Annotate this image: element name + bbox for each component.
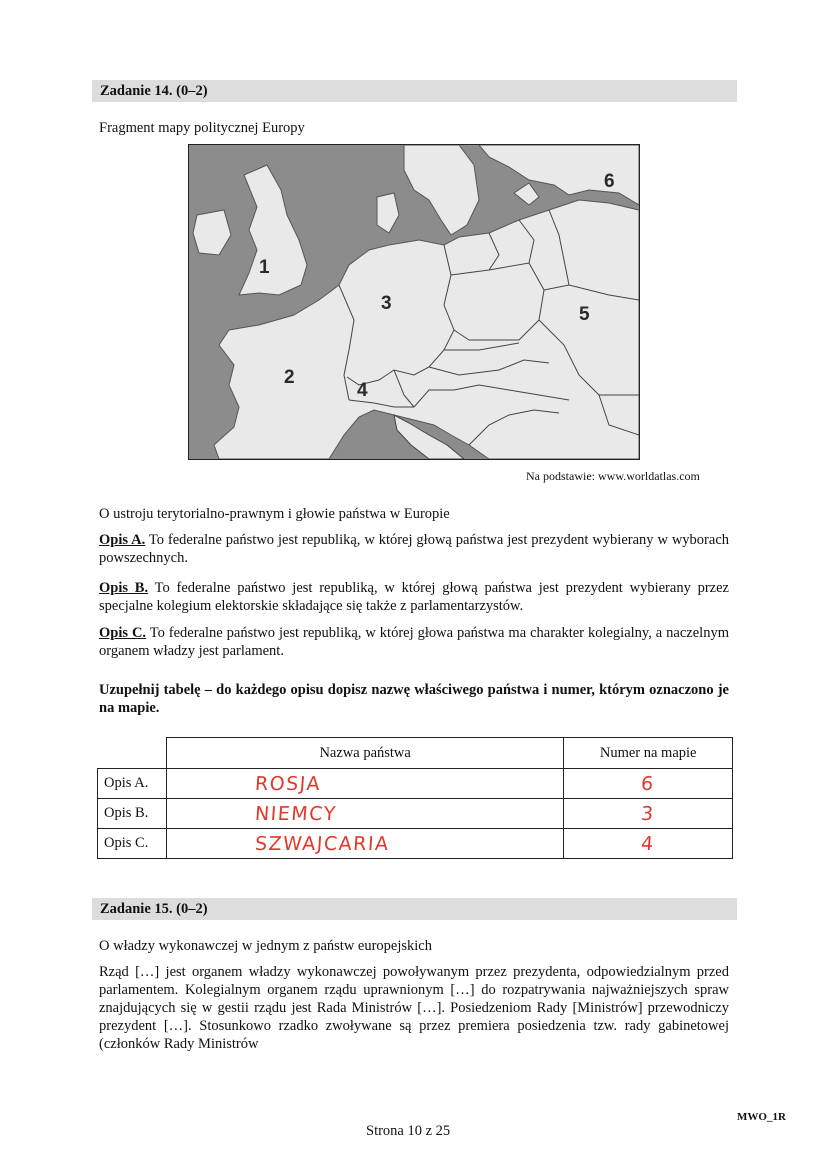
table-row	[98, 769, 733, 799]
map-number-1: 1	[259, 257, 270, 278]
map-number-2: 2	[284, 367, 295, 388]
task-14-instruction: Uzupełnij tabelę – do każdego opisu dopisz nazwę właściwego państwa i numer, którym oznaczono je na mapie.	[99, 682, 729, 716]
header-map-number: Numer na mapie	[564, 738, 733, 769]
answer-table	[97, 737, 733, 859]
opis-c-label: Opis C.	[99, 625, 147, 641]
country-name-cell[interactable]	[166, 799, 563, 829]
map-number-5: 5	[579, 304, 590, 325]
map-number-3: 3	[381, 293, 392, 314]
page-number: Strona 10 z 25	[366, 1123, 451, 1139]
row-label: Opis C.	[98, 829, 167, 859]
header-country-name: Nazwa państwa	[166, 738, 563, 769]
opis-c-text: To federalne państwo jest republiką, w której głowa państwa ma charakter kolegialny, a naczelnym organem władzy jest parlament.	[99, 625, 729, 659]
table-header-row	[98, 738, 733, 769]
task-15-header: Zadanie 15. (0–2)	[92, 898, 737, 920]
handwritten-map-number: 3	[640, 802, 656, 825]
handwritten-map-number: 6	[640, 772, 656, 795]
handwritten-country-name: SZWAJCARIA	[254, 832, 391, 855]
row-label: Opis A.	[98, 769, 167, 799]
handwritten-map-number: 4	[640, 832, 656, 855]
opis-c	[99, 624, 729, 660]
opis-a-label: Opis A.	[99, 532, 146, 548]
task-15-text: Rząd […] jest organem władzy wykonawczej powoływanym przez prezydenta, odpowiedzialnym przed parlamentem. Kolegialnym organem rządu uprawnionym […] do rozpatrywania najważniejszych spraw znajdujących się w gestii rządu jest Rada Ministrów […]. Posiedzeniom Rady [Ministrów] przewodniczy prezydent […]. Stosunkowo rzadko zwoływane są przez premiera posiedzenia tzw. rady gabinetowej (członków Rady Ministrów	[99, 964, 729, 1052]
country-name-cell[interactable]	[166, 769, 563, 799]
table-row	[98, 799, 733, 829]
task-15-intro: O władzy wykonawczej w jednym z państw europejskich	[99, 938, 432, 954]
opis-b-label: Opis B.	[99, 580, 149, 596]
map-caption: Fragment mapy politycznej Europy	[99, 120, 305, 136]
opis-a	[99, 531, 729, 567]
handwritten-country-name: ROSJA	[254, 772, 322, 795]
country-name-cell[interactable]	[166, 829, 563, 859]
task-14-intro: O ustroju terytorialno-prawnym i głowie państwa w Europie	[99, 506, 450, 522]
map-number-cell[interactable]	[564, 799, 733, 829]
map-source: Na podstawie: www.worldatlas.com	[526, 469, 700, 483]
opis-b	[99, 579, 729, 615]
map-number-6: 6	[604, 171, 615, 192]
exam-code: MWO_1R	[737, 1111, 786, 1123]
handwritten-country-name: NIEMCY	[254, 802, 338, 825]
map-number-4: 4	[357, 380, 368, 401]
table-corner	[98, 738, 167, 769]
europe-map	[188, 144, 640, 460]
row-label: Opis B.	[98, 799, 167, 829]
table-row	[98, 829, 733, 859]
opis-b-text: To federalne państwo jest republiką, w której głową państwa jest prezydent wybierany przez specjalne kolegium elektorskie składające się także z parlamentarzystów.	[99, 580, 729, 614]
map-number-cell[interactable]	[564, 829, 733, 859]
opis-a-text: To federalne państwo jest republiką, w której głową państwa jest prezydent wybierany w wyborach powszechnych.	[99, 532, 730, 566]
map-number-cell[interactable]	[564, 769, 733, 799]
task-14-header: Zadanie 14. (0–2)	[92, 80, 737, 102]
